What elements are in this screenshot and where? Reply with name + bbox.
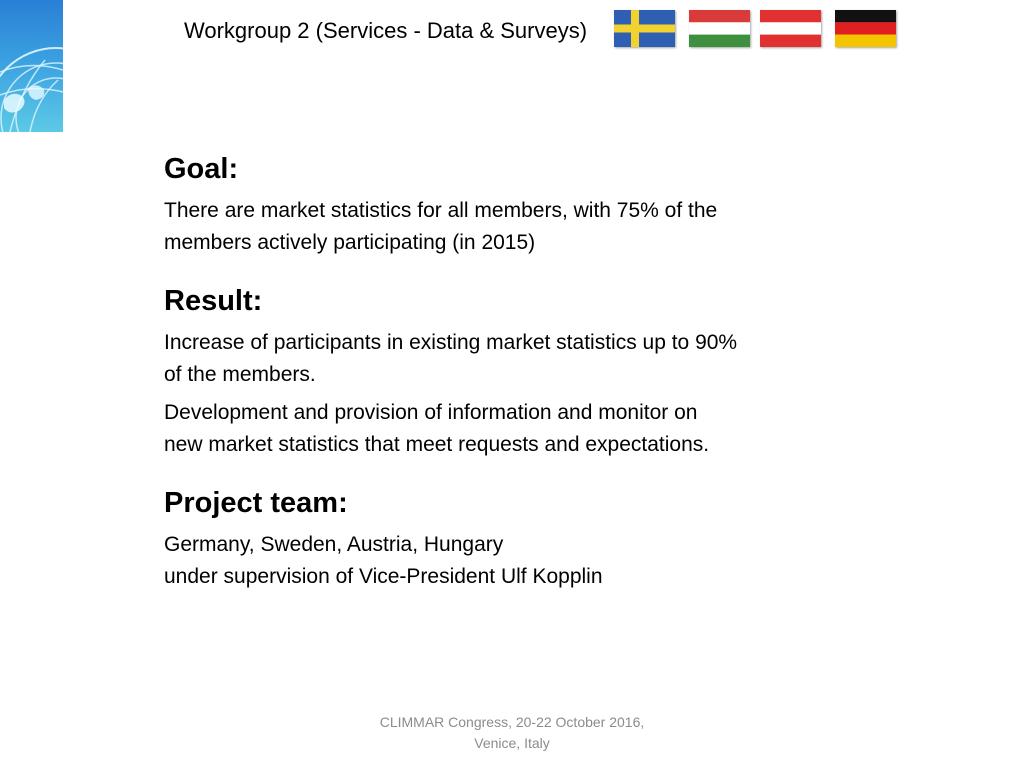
result-heading: Result: [164, 285, 263, 317]
germany-flag-icon [835, 10, 896, 47]
footer-line-2: Venice, Italy [474, 735, 550, 751]
result-text-1: Increase of participants in existing market statistics up to 90% of the members. [164, 331, 738, 386]
header-title: Workgroup 2 (Services - Data & Surveys) [184, 18, 588, 43]
goal-section [164, 150, 884, 259]
austria-flag-icon [760, 10, 821, 47]
team-heading: Project team: [164, 487, 348, 519]
result-text-2: Development and provision of information and monitor on new market statistics that meet requests and expectations. [164, 401, 710, 456]
footer [312, 712, 712, 754]
slide-content [164, 150, 884, 616]
goal-text: There are market statistics for all members, with 75% of the members actively participating (in 2015) [164, 199, 718, 254]
hungary-flag-icon [689, 10, 750, 47]
goal-heading: Goal: [164, 153, 239, 185]
team-section [164, 484, 884, 593]
sweden-flag-icon [614, 10, 675, 47]
team-text: Germany, Sweden, Austria, Hungary under supervision of Vice-President Ulf Kopplin [164, 533, 603, 588]
result-section [164, 282, 884, 461]
footer-line-1: CLIMMAR Congress, 20-22 October 2016, [379, 714, 645, 730]
globe-logo-icon [0, 0, 63, 132]
